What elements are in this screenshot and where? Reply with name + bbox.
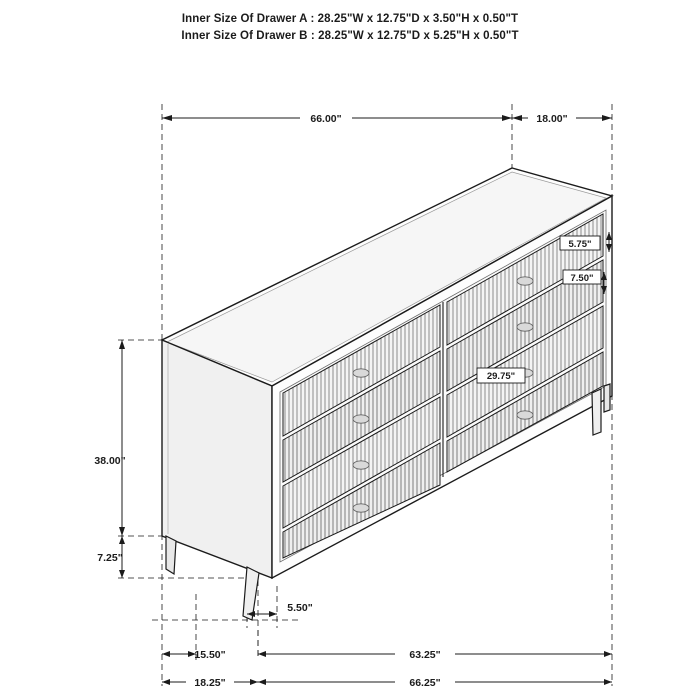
drawer-pull-icon[interactable]: [353, 461, 369, 469]
drawer-a-inner-size: Inner Size Of Drawer A : 28.25"W x 12.75"D x 3.50"H x 0.50"T: [181, 13, 519, 25]
dim-drawer-a-height: 5.75": [568, 239, 592, 250]
dim-bottom-row-2: [162, 679, 612, 685]
drawer-pull-icon[interactable]: [517, 323, 533, 331]
dim-front-base: 63.25": [409, 649, 441, 661]
dim-bottom-row-1: [162, 651, 612, 657]
dim-side-base: 15.50": [194, 649, 226, 661]
drawer-pull-icon[interactable]: [517, 411, 533, 419]
dim-bank-height: 29.75": [486, 371, 516, 382]
dim-side-total: 18.25": [194, 677, 226, 689]
drawer-b-inner-size: Inner Size Of Drawer B : 28.25"W x 12.75"D x 5.25"H x 0.50"T: [181, 30, 519, 42]
drawer-pull-icon[interactable]: [353, 369, 369, 377]
dim-top-width: 66.00": [310, 113, 342, 125]
dim-total-height: 38.00": [94, 455, 126, 467]
dim-leg-height: 7.25": [97, 552, 123, 564]
dim-drawer-b-height: 7.50": [570, 273, 594, 284]
dim-top-depth: 18.00": [536, 113, 568, 125]
drawer-pull-icon[interactable]: [353, 415, 369, 423]
dim-front-total: 66.25": [409, 677, 441, 689]
drawer-pull-icon[interactable]: [517, 277, 533, 285]
dim-leg-offset-label: 5.50": [287, 602, 313, 614]
drawer-pull-icon[interactable]: [353, 504, 369, 512]
